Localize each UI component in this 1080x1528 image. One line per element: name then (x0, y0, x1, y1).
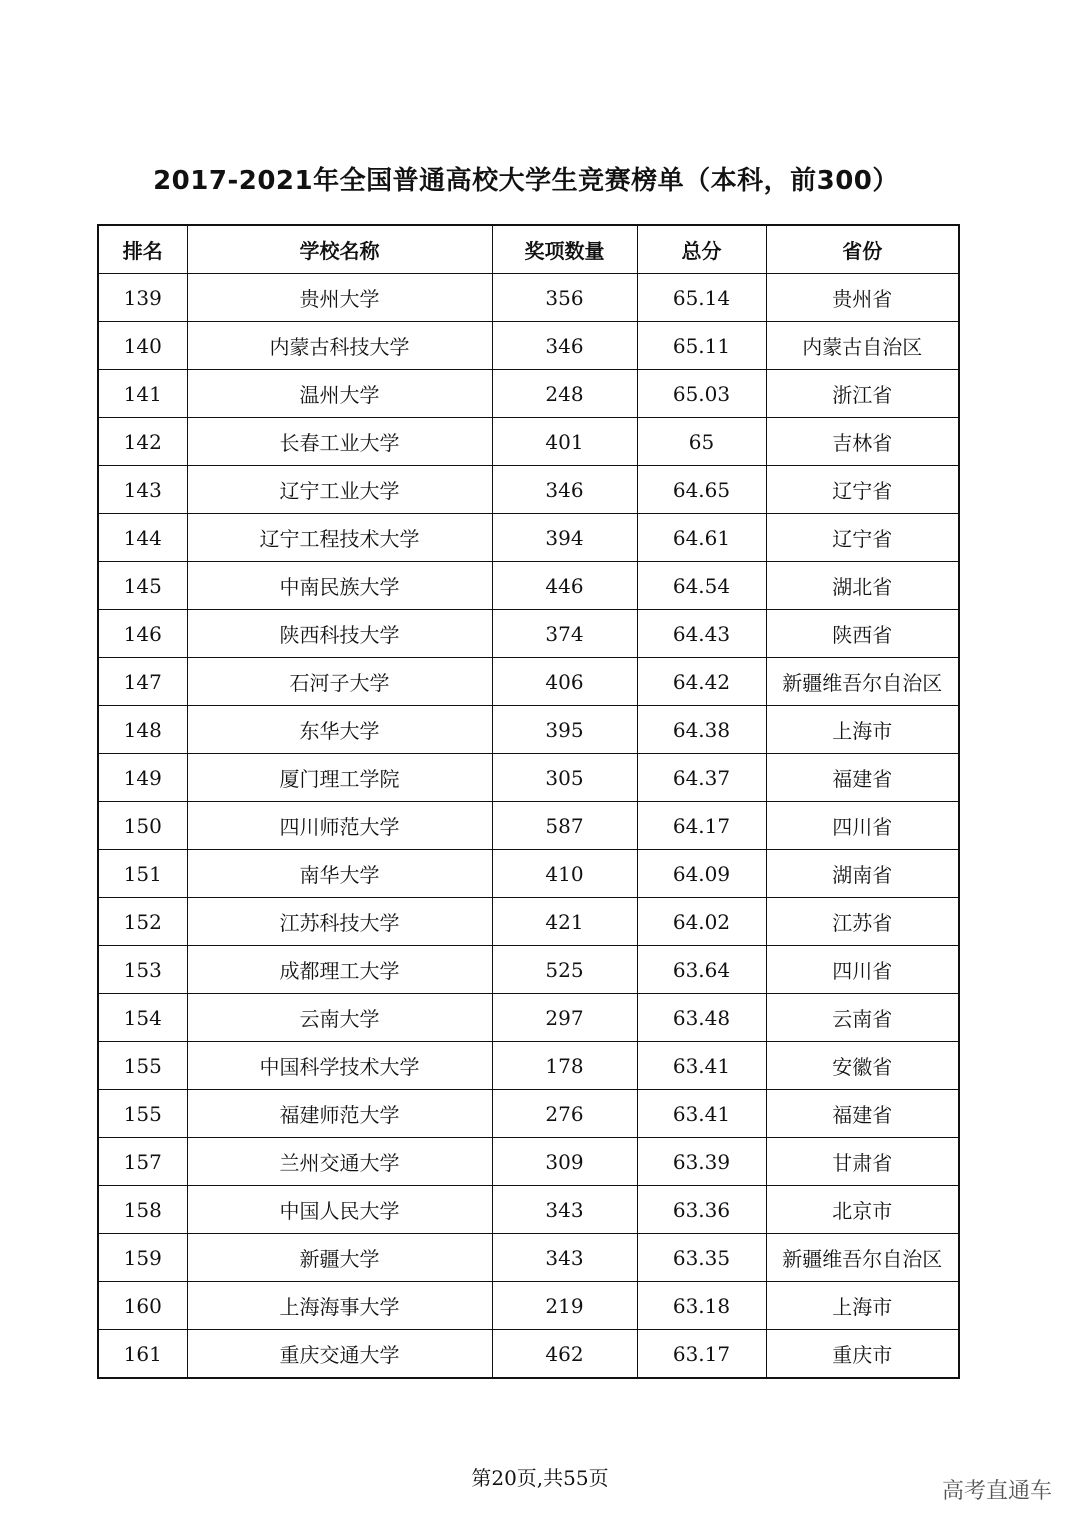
cell-award-count: 462 (492, 1330, 637, 1379)
cell-award-count: 276 (492, 1090, 637, 1138)
table-row (98, 754, 959, 802)
cell-rank: 142 (98, 418, 187, 466)
cell-total-score: 63.41 (637, 1042, 766, 1090)
watermark: 高考直通车 (941, 1479, 1052, 1504)
cell-award-count: 346 (492, 466, 637, 514)
cell-province: 湖南省 (766, 850, 959, 898)
cell-school-name: 中国人民大学 (187, 1186, 492, 1234)
cell-school-name: 东华大学 (187, 706, 492, 754)
cell-award-count: 219 (492, 1282, 637, 1330)
cell-province: 新疆维吾尔自治区 (766, 1234, 959, 1282)
table-row (98, 418, 959, 466)
cell-total-score: 65.11 (637, 322, 766, 370)
cell-rank: 153 (98, 946, 187, 994)
page-title: 2017-2021年全国普通高校大学生竞赛榜单（本科，前300） (153, 166, 899, 196)
cell-award-count: 410 (492, 850, 637, 898)
cell-rank: 147 (98, 658, 187, 706)
cell-total-score: 65.03 (637, 370, 766, 418)
cell-school-name: 福建师范大学 (187, 1090, 492, 1138)
cell-province: 上海市 (766, 706, 959, 754)
cell-award-count: 587 (492, 802, 637, 850)
cell-school-name: 厦门理工学院 (187, 754, 492, 802)
table-row (98, 946, 959, 994)
cell-school-name: 上海海事大学 (187, 1282, 492, 1330)
cell-award-count: 421 (492, 898, 637, 946)
cell-award-count: 401 (492, 418, 637, 466)
cell-rank: 145 (98, 562, 187, 610)
table-row (98, 1330, 959, 1379)
cell-total-score: 63.48 (637, 994, 766, 1042)
cell-school-name: 新疆大学 (187, 1234, 492, 1282)
table-row (98, 658, 959, 706)
table-row (98, 850, 959, 898)
table-header-row (98, 225, 959, 274)
cell-province: 安徽省 (766, 1042, 959, 1090)
cell-total-score: 63.17 (637, 1330, 766, 1379)
cell-school-name: 长春工业大学 (187, 418, 492, 466)
cell-award-count: 356 (492, 274, 637, 322)
table-row (98, 1186, 959, 1234)
cell-rank: 151 (98, 850, 187, 898)
header-rank: 排名 (98, 225, 187, 274)
cell-rank: 149 (98, 754, 187, 802)
cell-rank: 141 (98, 370, 187, 418)
cell-school-name: 辽宁工程技术大学 (187, 514, 492, 562)
cell-total-score: 63.35 (637, 1234, 766, 1282)
header-total-score: 总分 (637, 225, 766, 274)
cell-rank: 160 (98, 1282, 187, 1330)
table-row (98, 466, 959, 514)
cell-province: 重庆市 (766, 1330, 959, 1379)
cell-province: 贵州省 (766, 274, 959, 322)
cell-award-count: 178 (492, 1042, 637, 1090)
header-award-count: 奖项数量 (492, 225, 637, 274)
cell-school-name: 温州大学 (187, 370, 492, 418)
cell-rank: 139 (98, 274, 187, 322)
cell-province: 四川省 (766, 802, 959, 850)
header-province: 省份 (766, 225, 959, 274)
cell-total-score: 64.54 (637, 562, 766, 610)
cell-province: 湖北省 (766, 562, 959, 610)
cell-province: 甘肃省 (766, 1138, 959, 1186)
cell-rank: 148 (98, 706, 187, 754)
cell-province: 辽宁省 (766, 514, 959, 562)
table-body (98, 274, 959, 1379)
table-row (98, 1138, 959, 1186)
cell-total-score: 63.36 (637, 1186, 766, 1234)
cell-rank: 155 (98, 1042, 187, 1090)
cell-province: 福建省 (766, 754, 959, 802)
table-row (98, 802, 959, 850)
cell-total-score: 64.09 (637, 850, 766, 898)
cell-total-score: 63.64 (637, 946, 766, 994)
cell-rank: 143 (98, 466, 187, 514)
cell-school-name: 中南民族大学 (187, 562, 492, 610)
table-row (98, 274, 959, 322)
cell-award-count: 248 (492, 370, 637, 418)
cell-province: 吉林省 (766, 418, 959, 466)
cell-total-score: 64.65 (637, 466, 766, 514)
cell-award-count: 394 (492, 514, 637, 562)
cell-province: 辽宁省 (766, 466, 959, 514)
cell-award-count: 374 (492, 610, 637, 658)
cell-school-name: 云南大学 (187, 994, 492, 1042)
cell-school-name: 贵州大学 (187, 274, 492, 322)
cell-total-score: 63.39 (637, 1138, 766, 1186)
table-row (98, 1090, 959, 1138)
cell-rank: 157 (98, 1138, 187, 1186)
cell-province: 福建省 (766, 1090, 959, 1138)
table-row (98, 1042, 959, 1090)
cell-province: 四川省 (766, 946, 959, 994)
cell-rank: 152 (98, 898, 187, 946)
cell-province: 云南省 (766, 994, 959, 1042)
cell-province: 江苏省 (766, 898, 959, 946)
cell-school-name: 石河子大学 (187, 658, 492, 706)
cell-award-count: 406 (492, 658, 637, 706)
cell-award-count: 346 (492, 322, 637, 370)
cell-rank: 146 (98, 610, 187, 658)
table-row (98, 514, 959, 562)
cell-school-name: 陕西科技大学 (187, 610, 492, 658)
cell-total-score: 64.43 (637, 610, 766, 658)
table-row (98, 1282, 959, 1330)
cell-school-name: 内蒙古科技大学 (187, 322, 492, 370)
cell-total-score: 65 (637, 418, 766, 466)
cell-award-count: 446 (492, 562, 637, 610)
cell-total-score: 63.18 (637, 1282, 766, 1330)
table-row (98, 370, 959, 418)
cell-rank: 161 (98, 1330, 187, 1379)
cell-award-count: 395 (492, 706, 637, 754)
cell-school-name: 四川师范大学 (187, 802, 492, 850)
page-number: 第20页,共55页 (471, 1466, 609, 1490)
table-row (98, 322, 959, 370)
cell-total-score: 64.02 (637, 898, 766, 946)
cell-total-score: 64.42 (637, 658, 766, 706)
cell-award-count: 309 (492, 1138, 637, 1186)
cell-total-score: 65.14 (637, 274, 766, 322)
cell-award-count: 343 (492, 1234, 637, 1282)
cell-rank: 155 (98, 1090, 187, 1138)
cell-school-name: 中国科学技术大学 (187, 1042, 492, 1090)
cell-total-score: 64.38 (637, 706, 766, 754)
cell-rank: 150 (98, 802, 187, 850)
cell-province: 新疆维吾尔自治区 (766, 658, 959, 706)
cell-award-count: 305 (492, 754, 637, 802)
cell-rank: 159 (98, 1234, 187, 1282)
cell-school-name: 南华大学 (187, 850, 492, 898)
cell-rank: 144 (98, 514, 187, 562)
cell-rank: 158 (98, 1186, 187, 1234)
cell-province: 北京市 (766, 1186, 959, 1234)
cell-school-name: 重庆交通大学 (187, 1330, 492, 1379)
header-school-name: 学校名称 (187, 225, 492, 274)
cell-award-count: 297 (492, 994, 637, 1042)
table-row (98, 562, 959, 610)
cell-school-name: 辽宁工业大学 (187, 466, 492, 514)
table-row (98, 1234, 959, 1282)
cell-rank: 140 (98, 322, 187, 370)
cell-award-count: 343 (492, 1186, 637, 1234)
table-row (98, 898, 959, 946)
cell-province: 浙江省 (766, 370, 959, 418)
ranking-table (97, 224, 960, 1379)
cell-total-score: 64.61 (637, 514, 766, 562)
cell-total-score: 64.37 (637, 754, 766, 802)
cell-school-name: 兰州交通大学 (187, 1138, 492, 1186)
cell-school-name: 江苏科技大学 (187, 898, 492, 946)
cell-rank: 154 (98, 994, 187, 1042)
cell-school-name: 成都理工大学 (187, 946, 492, 994)
cell-total-score: 64.17 (637, 802, 766, 850)
cell-province: 上海市 (766, 1282, 959, 1330)
cell-award-count: 525 (492, 946, 637, 994)
table-row (98, 994, 959, 1042)
cell-total-score: 63.41 (637, 1090, 766, 1138)
table-row (98, 610, 959, 658)
cell-province: 内蒙古自治区 (766, 322, 959, 370)
cell-province: 陕西省 (766, 610, 959, 658)
table-row (98, 706, 959, 754)
